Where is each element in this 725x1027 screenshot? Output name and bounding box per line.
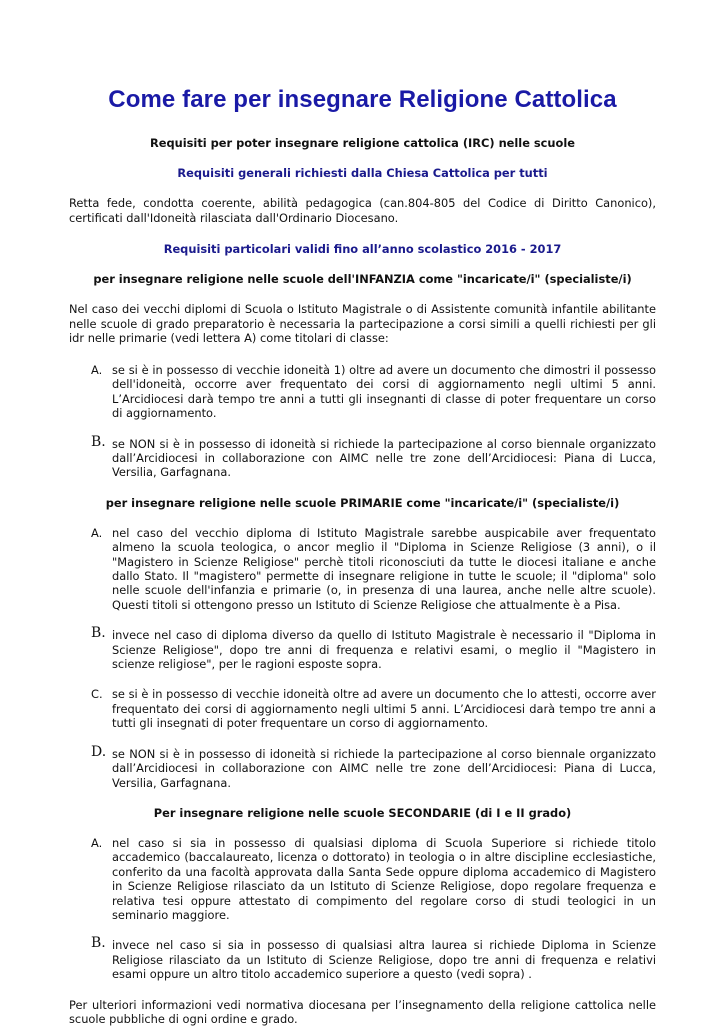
list-marker: A. bbox=[91, 525, 103, 540]
list-item-text: se NON si è in possesso di idoneità si richiede la partecipazione al corso biennale organizzato dall’Arcidiocesi in collaborazione con AIMC nelle tre zone dell’Arcidiocesi: Piana di Lucca, Versilia, Garfagnana. bbox=[112, 436, 656, 480]
list-item bbox=[69, 363, 656, 421]
secondarie-list bbox=[69, 836, 656, 982]
subtitle: Requisiti per poter insegnare religione cattolica (IRC) nelle scuole bbox=[149, 136, 575, 150]
list-item-text: se NON si è in possesso di idoneità si richiede la partecipazione al corso biennale organizzato dall’Arcidiocesi in collaborazione con AIMC nelle tre zone dell’Arcidiocesi: Piana di Lucca, Versilia, Garfagnana. bbox=[112, 746, 656, 790]
list-marker: B. bbox=[91, 625, 106, 642]
list-marker: A. bbox=[91, 362, 103, 377]
list-marker: D. bbox=[91, 743, 107, 760]
general-text: Retta fede, condotta coerente, abilità pedagogica (can.804-805 del Codice di Diritto Canonico), certificati dall'Idoneità rilasciata dall'Ordinario Diocesano. bbox=[69, 196, 656, 225]
list-item-text: nel caso si sia in possesso di qualsiasi diploma di Scuola Superiore si richiede titolo accademico (baccalaureato, licenza o dottorato) in teologia o in altre discipline ecclesiastiche, conferito da una facoltà approvata dalla Santa Sede oppure diploma accademico di Magistero in Scienze Religiose rilasciato da un Istituto di Scienze Religiose, dopo regolare frequenza e relativa tesi oppure attestato di compimento del regolare corso di studi teologici in un seminario maggiore. bbox=[112, 835, 656, 922]
list-marker: A. bbox=[91, 835, 103, 850]
page-title: Come fare per insegnare Religione Cattolica bbox=[108, 86, 617, 113]
list-item bbox=[69, 625, 656, 672]
particular-heading: Requisiti particolari validi fino all’anno scolastico 2016 - 2017 bbox=[163, 242, 562, 257]
list-item bbox=[69, 687, 656, 730]
list-item bbox=[69, 743, 656, 790]
list-marker: C. bbox=[91, 687, 103, 702]
infanzia-heading: per insegnare religione nelle scuole dell'INFANZIA come "incaricate/i" (specialiste/i) bbox=[93, 272, 632, 287]
primarie-list bbox=[69, 526, 656, 790]
list-item-text: nel caso del vecchio diploma di Istituto Magistrale sarebbe auspicabile aver frequentato almeno la scuola teologica, o ancor meglio il "Diploma in Scienze Religiose (3 anni), o il "Magistero in Scienze Religiose" perchè titoli riconosciuti da tutte le diocesi italiane e anche dallo Stato. Il "magistero" permette di insegnare religione in tutte le scuole; il "diploma" solo nelle scuole dell'infanzia e primarie (o, in presenza di una laurea, anche nelle altre scuole). Questi titoli si ottengono presso un Istituto di Scienze Religiose che attualmente è a Pisa. bbox=[112, 525, 656, 612]
document-page bbox=[69, 86, 656, 1027]
list-item bbox=[69, 836, 656, 922]
list-marker: B. bbox=[91, 935, 106, 952]
list-marker: B. bbox=[91, 433, 106, 450]
list-item-text: invece nel caso di diploma diverso da quello di Istituto Magistrale è necessario il "Diploma in Scienze Religiose", dopo tre anni di frequenza e relativi esami, o meglio il "Magistero in scienze religiose", per le ragioni esposte sopra. bbox=[112, 628, 656, 672]
list-item bbox=[69, 526, 656, 612]
list-item-text: se si è in possesso di vecchie idoneità oltre ad avere un documento che lo attesti, occorre aver frequentato dei corsi di aggiornamento negli ultimi 5 anni. L’Arcidiocesi darà tempo tre anni a tutti gli insegnati di poter frequentare un corso di aggiornamento. bbox=[112, 687, 656, 731]
list-item bbox=[69, 433, 656, 480]
primarie-heading: per insegnare religione nelle scuole PRIMARIE come "incaricate/i" (specialiste/i) bbox=[105, 495, 620, 510]
list-item-text: invece nel caso si sia in possesso di qualsiasi altra laurea si richiede Diploma in Scienze Religiose rilasciato da un Istituto di Scienze Religiose, dopo tre anni di frequenza e relativi esami oppure un altro titolo accademico superiore a questo (vedi sopra) . bbox=[112, 938, 656, 982]
infanzia-intro: Nel caso dei vecchi diplomi di Scuola o Istituto Magistrale o di Assistente comunità infantile abilitante nelle scuole di grado preparatorio è necessaria la partecipazione a corsi simili a quelli richiesti per gli idr nelle primarie (vedi lettera A) come titolari di classe: bbox=[69, 302, 656, 346]
list-item bbox=[69, 935, 656, 982]
footer-note: Per ulteriori informazioni vedi normativa diocesana per l’insegnamento della religione cattolica nelle scuole pubbliche di ogni ordine e grado. bbox=[69, 997, 656, 1027]
list-item-text: se si è in possesso di vecchie idoneità 1) oltre ad avere un documento che dimostri il possesso dell'idoneità, occorre aver frequentato dei corsi di aggiornamento negli ultimi 5 anni. L’Arcidiocesi darà tempo tre anni a tutti gli insegnanti di classe di poter frequentare un corso di aggiornamento. bbox=[112, 362, 656, 421]
secondarie-heading: Per insegnare religione nelle scuole SECONDARIE (di I e II grado) bbox=[153, 805, 572, 820]
infanzia-list bbox=[69, 363, 656, 480]
general-heading: Requisiti generali richiesti dalla Chiesa Cattolica per tutti bbox=[177, 166, 548, 180]
